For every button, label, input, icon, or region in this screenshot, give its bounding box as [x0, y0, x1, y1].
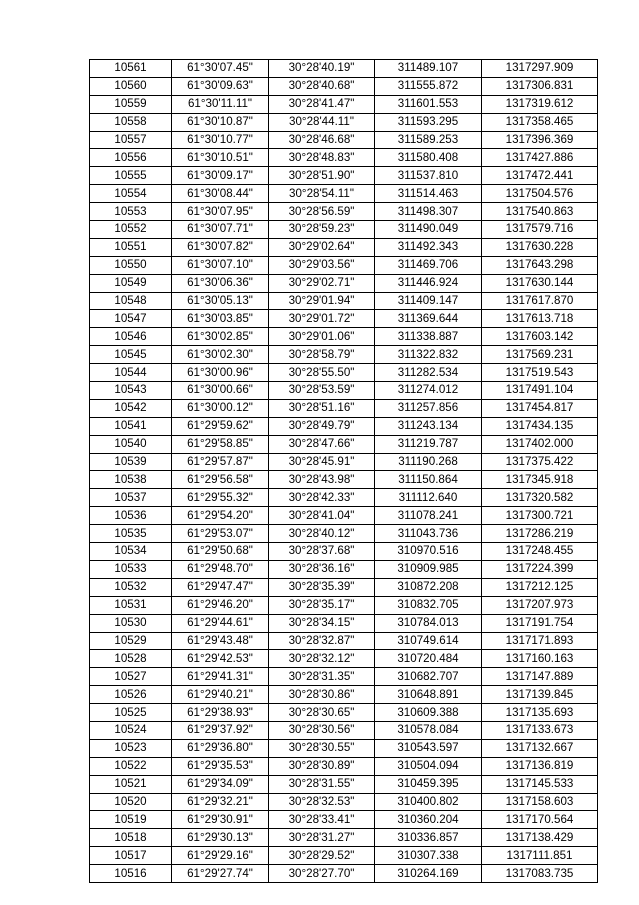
y-coordinate-cell: 1317319.612	[482, 95, 598, 113]
longitude-cell: 30°29'01.94"	[269, 292, 375, 310]
y-coordinate-cell: 1317171.893	[482, 632, 598, 650]
longitude-cell: 30°28'32.12"	[269, 650, 375, 668]
x-coordinate-cell: 311338.887	[375, 328, 482, 346]
latitude-cell: 61°29'43.48"	[172, 632, 269, 650]
point-id-cell: 10548	[90, 292, 172, 310]
latitude-cell: 61°29'50.68"	[172, 543, 269, 561]
latitude-cell: 61°30'10.87"	[172, 113, 269, 131]
longitude-cell: 30°28'30.86"	[269, 686, 375, 704]
x-coordinate-cell: 310578.084	[375, 721, 482, 739]
x-coordinate-cell: 311219.787	[375, 435, 482, 453]
point-id-cell: 10547	[90, 310, 172, 328]
longitude-cell: 30°29'02.64"	[269, 238, 375, 256]
table-row	[90, 310, 598, 328]
table-row	[90, 256, 598, 274]
latitude-cell: 61°29'35.53"	[172, 757, 269, 775]
point-id-cell: 10536	[90, 507, 172, 525]
x-coordinate-cell: 311589.253	[375, 131, 482, 149]
longitude-cell: 30°28'46.68"	[269, 131, 375, 149]
x-coordinate-cell: 311112.640	[375, 489, 482, 507]
latitude-cell: 61°30'02.85"	[172, 328, 269, 346]
y-coordinate-cell: 1317300.721	[482, 507, 598, 525]
y-coordinate-cell: 1317504.576	[482, 185, 598, 203]
x-coordinate-cell: 310336.857	[375, 829, 482, 847]
point-id-cell: 10540	[90, 435, 172, 453]
y-coordinate-cell: 1317191.754	[482, 614, 598, 632]
latitude-cell: 61°29'53.07"	[172, 525, 269, 543]
longitude-cell: 30°28'55.50"	[269, 364, 375, 382]
point-id-cell: 10545	[90, 346, 172, 364]
y-coordinate-cell: 1317212.125	[482, 578, 598, 596]
x-coordinate-cell: 311537.810	[375, 167, 482, 185]
table-row	[90, 668, 598, 686]
y-coordinate-cell: 1317224.399	[482, 560, 598, 578]
longitude-cell: 30°28'34.15"	[269, 614, 375, 632]
latitude-cell: 61°29'56.58"	[172, 471, 269, 489]
table-row	[90, 650, 598, 668]
longitude-cell: 30°29'02.71"	[269, 274, 375, 292]
longitude-cell: 30°28'29.52"	[269, 847, 375, 865]
table-row	[90, 471, 598, 489]
x-coordinate-cell: 311274.012	[375, 382, 482, 400]
table-row	[90, 60, 598, 78]
x-coordinate-cell: 310648.891	[375, 686, 482, 704]
point-id-cell: 10543	[90, 382, 172, 400]
y-coordinate-cell: 1317569.231	[482, 346, 598, 364]
y-coordinate-cell: 1317617.870	[482, 292, 598, 310]
point-id-cell: 10527	[90, 668, 172, 686]
longitude-cell: 30°28'41.47"	[269, 95, 375, 113]
table-row	[90, 346, 598, 364]
table-row	[90, 865, 598, 883]
point-id-cell: 10558	[90, 113, 172, 131]
y-coordinate-cell: 1317158.603	[482, 793, 598, 811]
x-coordinate-cell: 311078.241	[375, 507, 482, 525]
y-coordinate-cell: 1317579.716	[482, 221, 598, 239]
latitude-cell: 61°29'37.92"	[172, 721, 269, 739]
y-coordinate-cell: 1317248.455	[482, 543, 598, 561]
y-coordinate-cell: 1317132.667	[482, 739, 598, 757]
table-row	[90, 453, 598, 471]
longitude-cell: 30°28'30.55"	[269, 739, 375, 757]
x-coordinate-cell: 310504.094	[375, 757, 482, 775]
table-row	[90, 543, 598, 561]
longitude-cell: 30°29'01.06"	[269, 328, 375, 346]
table-row	[90, 614, 598, 632]
y-coordinate-cell: 1317135.693	[482, 704, 598, 722]
x-coordinate-cell: 311580.408	[375, 149, 482, 167]
latitude-cell: 61°29'36.80"	[172, 739, 269, 757]
table-row	[90, 221, 598, 239]
point-id-cell: 10526	[90, 686, 172, 704]
longitude-cell: 30°28'58.79"	[269, 346, 375, 364]
point-id-cell: 10551	[90, 238, 172, 256]
latitude-cell: 61°29'48.70"	[172, 560, 269, 578]
latitude-cell: 61°30'07.95"	[172, 203, 269, 221]
latitude-cell: 61°29'58.85"	[172, 435, 269, 453]
latitude-cell: 61°29'59.62"	[172, 417, 269, 435]
longitude-cell: 30°28'53.59"	[269, 382, 375, 400]
longitude-cell: 30°28'44.11"	[269, 113, 375, 131]
y-coordinate-cell: 1317630.228	[482, 238, 598, 256]
y-coordinate-cell: 1317133.673	[482, 721, 598, 739]
longitude-cell: 30°28'30.56"	[269, 721, 375, 739]
longitude-cell: 30°28'54.11"	[269, 185, 375, 203]
point-id-cell: 10560	[90, 77, 172, 95]
point-id-cell: 10544	[90, 364, 172, 382]
table-row	[90, 274, 598, 292]
latitude-cell: 61°29'29.16"	[172, 847, 269, 865]
table-row	[90, 203, 598, 221]
longitude-cell: 30°28'30.89"	[269, 757, 375, 775]
table-row	[90, 77, 598, 95]
longitude-cell: 30°28'35.17"	[269, 596, 375, 614]
table-row	[90, 364, 598, 382]
latitude-cell: 61°30'07.82"	[172, 238, 269, 256]
table-row	[90, 113, 598, 131]
table-row	[90, 382, 598, 400]
longitude-cell: 30°28'42.33"	[269, 489, 375, 507]
coordinates-table	[89, 59, 598, 883]
point-id-cell: 10520	[90, 793, 172, 811]
table-row	[90, 757, 598, 775]
table-row	[90, 149, 598, 167]
point-id-cell: 10549	[90, 274, 172, 292]
latitude-cell: 61°30'07.10"	[172, 256, 269, 274]
x-coordinate-cell: 310360.204	[375, 811, 482, 829]
table-row	[90, 596, 598, 614]
table-row	[90, 578, 598, 596]
table-row	[90, 686, 598, 704]
y-coordinate-cell: 1317491.104	[482, 382, 598, 400]
x-coordinate-cell: 311601.553	[375, 95, 482, 113]
point-id-cell: 10539	[90, 453, 172, 471]
x-coordinate-cell: 311498.307	[375, 203, 482, 221]
point-id-cell: 10556	[90, 149, 172, 167]
latitude-cell: 61°30'07.71"	[172, 221, 269, 239]
table-row	[90, 560, 598, 578]
x-coordinate-cell: 310307.338	[375, 847, 482, 865]
table-row	[90, 739, 598, 757]
longitude-cell: 30°28'49.79"	[269, 417, 375, 435]
x-coordinate-cell: 310909.985	[375, 560, 482, 578]
x-coordinate-cell: 310264.169	[375, 865, 482, 883]
table-row	[90, 704, 598, 722]
x-coordinate-cell: 311409.147	[375, 292, 482, 310]
point-id-cell: 10538	[90, 471, 172, 489]
latitude-cell: 61°30'05.13"	[172, 292, 269, 310]
longitude-cell: 30°28'31.55"	[269, 775, 375, 793]
longitude-cell: 30°28'40.19"	[269, 60, 375, 78]
y-coordinate-cell: 1317297.909	[482, 60, 598, 78]
y-coordinate-cell: 1317160.163	[482, 650, 598, 668]
x-coordinate-cell: 311243.134	[375, 417, 482, 435]
y-coordinate-cell: 1317111.851	[482, 847, 598, 865]
longitude-cell: 30°28'43.98"	[269, 471, 375, 489]
x-coordinate-cell: 310609.388	[375, 704, 482, 722]
y-coordinate-cell: 1317643.298	[482, 256, 598, 274]
longitude-cell: 30°28'56.59"	[269, 203, 375, 221]
point-id-cell: 10530	[90, 614, 172, 632]
y-coordinate-cell: 1317375.422	[482, 453, 598, 471]
point-id-cell: 10518	[90, 829, 172, 847]
y-coordinate-cell: 1317472.441	[482, 167, 598, 185]
point-id-cell: 10553	[90, 203, 172, 221]
y-coordinate-cell: 1317402.000	[482, 435, 598, 453]
table-row	[90, 525, 598, 543]
x-coordinate-cell: 311190.268	[375, 453, 482, 471]
table-row	[90, 292, 598, 310]
x-coordinate-cell: 311150.864	[375, 471, 482, 489]
latitude-cell: 61°29'38.93"	[172, 704, 269, 722]
table-row	[90, 417, 598, 435]
longitude-cell: 30°29'01.72"	[269, 310, 375, 328]
y-coordinate-cell: 1317358.465	[482, 113, 598, 131]
point-id-cell: 10541	[90, 417, 172, 435]
latitude-cell: 61°30'07.45"	[172, 60, 269, 78]
y-coordinate-cell: 1317320.582	[482, 489, 598, 507]
x-coordinate-cell: 311446.924	[375, 274, 482, 292]
table-row	[90, 167, 598, 185]
y-coordinate-cell: 1317083.735	[482, 865, 598, 883]
table-row	[90, 829, 598, 847]
latitude-cell: 61°30'10.51"	[172, 149, 269, 167]
x-coordinate-cell: 310832.705	[375, 596, 482, 614]
longitude-cell: 30°28'47.66"	[269, 435, 375, 453]
x-coordinate-cell: 310749.614	[375, 632, 482, 650]
table-row	[90, 435, 598, 453]
longitude-cell: 30°28'33.41"	[269, 811, 375, 829]
table-row	[90, 793, 598, 811]
x-coordinate-cell: 311489.107	[375, 60, 482, 78]
y-coordinate-cell: 1317139.845	[482, 686, 598, 704]
x-coordinate-cell: 310970.516	[375, 543, 482, 561]
longitude-cell: 30°28'35.39"	[269, 578, 375, 596]
latitude-cell: 61°30'00.96"	[172, 364, 269, 382]
point-id-cell: 10537	[90, 489, 172, 507]
latitude-cell: 61°29'44.61"	[172, 614, 269, 632]
x-coordinate-cell: 311257.856	[375, 399, 482, 417]
point-id-cell: 10532	[90, 578, 172, 596]
table-row	[90, 775, 598, 793]
latitude-cell: 61°29'47.47"	[172, 578, 269, 596]
y-coordinate-cell: 1317519.543	[482, 364, 598, 382]
y-coordinate-cell: 1317540.863	[482, 203, 598, 221]
y-coordinate-cell: 1317396.369	[482, 131, 598, 149]
y-coordinate-cell: 1317306.831	[482, 77, 598, 95]
point-id-cell: 10531	[90, 596, 172, 614]
y-coordinate-cell: 1317136.819	[482, 757, 598, 775]
y-coordinate-cell: 1317345.918	[482, 471, 598, 489]
point-id-cell: 10533	[90, 560, 172, 578]
x-coordinate-cell: 311043.736	[375, 525, 482, 543]
table-row	[90, 507, 598, 525]
table-row	[90, 489, 598, 507]
latitude-cell: 61°29'30.13"	[172, 829, 269, 847]
y-coordinate-cell: 1317434.135	[482, 417, 598, 435]
latitude-cell: 61°29'55.32"	[172, 489, 269, 507]
latitude-cell: 61°29'34.09"	[172, 775, 269, 793]
point-id-cell: 10529	[90, 632, 172, 650]
point-id-cell: 10552	[90, 221, 172, 239]
longitude-cell: 30°28'32.53"	[269, 793, 375, 811]
table-row	[90, 811, 598, 829]
x-coordinate-cell: 310543.597	[375, 739, 482, 757]
x-coordinate-cell: 311469.706	[375, 256, 482, 274]
longitude-cell: 30°28'40.12"	[269, 525, 375, 543]
latitude-cell: 61°29'30.91"	[172, 811, 269, 829]
x-coordinate-cell: 310682.707	[375, 668, 482, 686]
longitude-cell: 30°28'45.91"	[269, 453, 375, 471]
y-coordinate-cell: 1317147.889	[482, 668, 598, 686]
table-row	[90, 238, 598, 256]
x-coordinate-cell: 310720.484	[375, 650, 482, 668]
y-coordinate-cell: 1317454.817	[482, 399, 598, 417]
longitude-cell: 30°28'37.68"	[269, 543, 375, 561]
latitude-cell: 61°30'09.63"	[172, 77, 269, 95]
latitude-cell: 61°29'40.21"	[172, 686, 269, 704]
longitude-cell: 30°28'30.65"	[269, 704, 375, 722]
latitude-cell: 61°30'09.17"	[172, 167, 269, 185]
x-coordinate-cell: 310784.013	[375, 614, 482, 632]
longitude-cell: 30°28'27.70"	[269, 865, 375, 883]
longitude-cell: 30°28'48.83"	[269, 149, 375, 167]
point-id-cell: 10528	[90, 650, 172, 668]
longitude-cell: 30°29'03.56"	[269, 256, 375, 274]
y-coordinate-cell: 1317630.144	[482, 274, 598, 292]
point-id-cell: 10542	[90, 399, 172, 417]
longitude-cell: 30°28'40.68"	[269, 77, 375, 95]
x-coordinate-cell: 311555.872	[375, 77, 482, 95]
latitude-cell: 61°29'32.21"	[172, 793, 269, 811]
table-row	[90, 95, 598, 113]
point-id-cell: 10516	[90, 865, 172, 883]
x-coordinate-cell: 311490.049	[375, 221, 482, 239]
table-row	[90, 721, 598, 739]
latitude-cell: 61°29'57.87"	[172, 453, 269, 471]
longitude-cell: 30°28'32.87"	[269, 632, 375, 650]
coordinates-table-body	[90, 60, 598, 883]
latitude-cell: 61°29'27.74"	[172, 865, 269, 883]
longitude-cell: 30°28'31.27"	[269, 829, 375, 847]
latitude-cell: 61°30'08.44"	[172, 185, 269, 203]
y-coordinate-cell: 1317207.973	[482, 596, 598, 614]
point-id-cell: 10524	[90, 721, 172, 739]
latitude-cell: 61°30'00.12"	[172, 399, 269, 417]
latitude-cell: 61°29'54.20"	[172, 507, 269, 525]
point-id-cell: 10525	[90, 704, 172, 722]
table-row	[90, 399, 598, 417]
longitude-cell: 30°28'41.04"	[269, 507, 375, 525]
latitude-cell: 61°30'10.77"	[172, 131, 269, 149]
table-row	[90, 632, 598, 650]
table-row	[90, 847, 598, 865]
point-id-cell: 10550	[90, 256, 172, 274]
table-row	[90, 328, 598, 346]
point-id-cell: 10561	[90, 60, 172, 78]
longitude-cell: 30°28'31.35"	[269, 668, 375, 686]
latitude-cell: 61°30'00.66"	[172, 382, 269, 400]
longitude-cell: 30°28'36.16"	[269, 560, 375, 578]
point-id-cell: 10557	[90, 131, 172, 149]
x-coordinate-cell: 311322.832	[375, 346, 482, 364]
point-id-cell: 10559	[90, 95, 172, 113]
latitude-cell: 61°29'42.53"	[172, 650, 269, 668]
y-coordinate-cell: 1317170.564	[482, 811, 598, 829]
point-id-cell: 10522	[90, 757, 172, 775]
y-coordinate-cell: 1317145.533	[482, 775, 598, 793]
latitude-cell: 61°30'02.30"	[172, 346, 269, 364]
x-coordinate-cell: 310872.208	[375, 578, 482, 596]
y-coordinate-cell: 1317603.142	[482, 328, 598, 346]
x-coordinate-cell: 311369.644	[375, 310, 482, 328]
y-coordinate-cell: 1317613.718	[482, 310, 598, 328]
point-id-cell: 10535	[90, 525, 172, 543]
latitude-cell: 61°29'41.31"	[172, 668, 269, 686]
x-coordinate-cell: 310400.802	[375, 793, 482, 811]
x-coordinate-cell: 310459.395	[375, 775, 482, 793]
point-id-cell: 10523	[90, 739, 172, 757]
point-id-cell: 10519	[90, 811, 172, 829]
point-id-cell: 10534	[90, 543, 172, 561]
point-id-cell: 10546	[90, 328, 172, 346]
longitude-cell: 30°28'59.23"	[269, 221, 375, 239]
latitude-cell: 61°29'46.20"	[172, 596, 269, 614]
latitude-cell: 61°30'06.36"	[172, 274, 269, 292]
table-row	[90, 185, 598, 203]
x-coordinate-cell: 311514.463	[375, 185, 482, 203]
x-coordinate-cell: 311492.343	[375, 238, 482, 256]
point-id-cell: 10555	[90, 167, 172, 185]
point-id-cell: 10554	[90, 185, 172, 203]
y-coordinate-cell: 1317138.429	[482, 829, 598, 847]
table-row	[90, 131, 598, 149]
latitude-cell: 61°30'03.85"	[172, 310, 269, 328]
longitude-cell: 30°28'51.90"	[269, 167, 375, 185]
y-coordinate-cell: 1317427.886	[482, 149, 598, 167]
longitude-cell: 30°28'51.16"	[269, 399, 375, 417]
latitude-cell: 61°30'11.11"	[172, 95, 269, 113]
point-id-cell: 10521	[90, 775, 172, 793]
point-id-cell: 10517	[90, 847, 172, 865]
y-coordinate-cell: 1317286.219	[482, 525, 598, 543]
x-coordinate-cell: 311282.534	[375, 364, 482, 382]
x-coordinate-cell: 311593.295	[375, 113, 482, 131]
